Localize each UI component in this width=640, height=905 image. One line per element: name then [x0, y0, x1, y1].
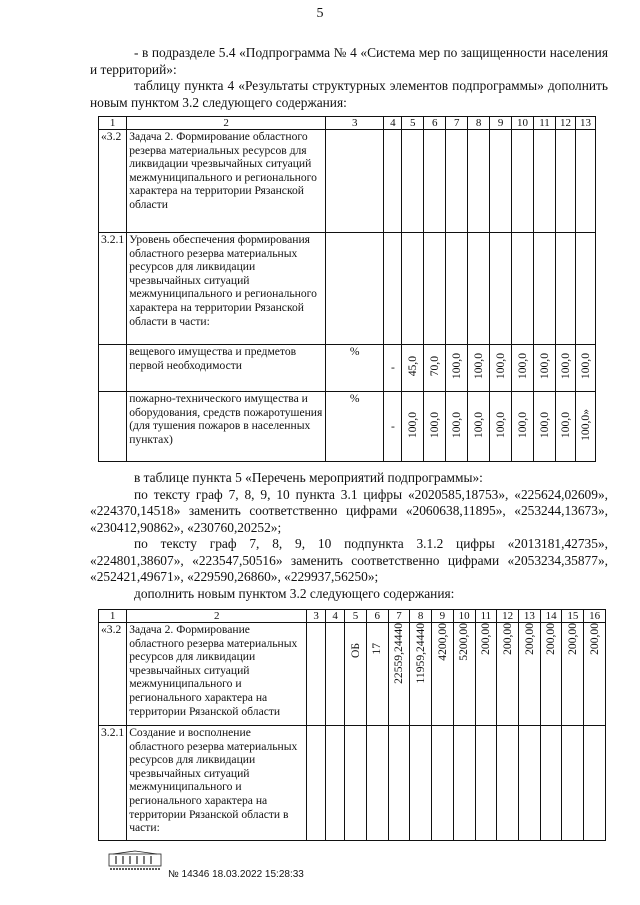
t1-row-a-num: «3.2: [99, 130, 127, 233]
t2-h2: 2: [127, 610, 307, 623]
t1-h6: 6: [424, 117, 446, 130]
t1-h10: 10: [512, 117, 534, 130]
t1-d-v8: 100,0: [558, 411, 572, 438]
t1-d-v2: 100,0: [427, 411, 441, 438]
t1-d-v9: 100,0»: [578, 408, 592, 441]
t2-v13: 200,00: [522, 623, 536, 655]
t2-v9: 4200,00: [435, 623, 449, 661]
table1-row-3-2-1: [99, 233, 596, 345]
t2-h10: 10: [453, 610, 475, 623]
t1-row-c-unit: %: [326, 345, 384, 392]
t1-h1: 1: [99, 117, 127, 130]
t2-v8: 11959,24440: [413, 623, 427, 684]
t2-v7: 22559,24440: [392, 623, 406, 684]
t1-row-b-text: Уровень обеспечения формирования областного резерва материальных ресурсов для ликвидации чрезвычайных ситуаций межмуниципального и регионального характера на территории Рязанской области в части:: [127, 233, 326, 345]
t1-h9: 9: [490, 117, 512, 130]
t2-row-a-num: «3.2: [99, 623, 127, 726]
t1-d-v5: 100,0: [493, 411, 507, 438]
t1-h4: 4: [384, 117, 402, 130]
t1-c-v2: 70,0: [427, 356, 441, 377]
t1-c-v1: 45,0: [405, 356, 419, 377]
t2-h5: 5: [345, 610, 367, 623]
t2-h3: 3: [307, 610, 326, 623]
t1-h13: 13: [575, 117, 595, 130]
t1-h8: 8: [468, 117, 490, 130]
t1-c-v9: 100,0: [578, 353, 592, 380]
t2-h12: 12: [497, 610, 519, 623]
t1-row-d-dash: -: [384, 392, 402, 462]
results-table: [98, 116, 596, 462]
t1-row-b-num: 3.2.1: [99, 233, 127, 345]
t1-h2: 2: [127, 117, 326, 130]
t1-row-c-dash: -: [384, 345, 402, 392]
document-registration-footer: № 14346 18.03.2022 15:28:33: [168, 869, 304, 880]
t1-c-v7: 100,0: [537, 353, 551, 380]
t1-h3: 3: [326, 117, 384, 130]
t2-v14: 200,00: [544, 623, 558, 655]
t2-row-b-text: Создание и восполнение областного резерва материальных ресурсов для ликвидации чрезвычайных ситуаций межмуниципального и регионального характера на территории Рязанской области в части:: [127, 726, 307, 841]
intro-text-2: таблицу пункта 4 «Результаты структурных элементов подпрограммы» дополнить новым пунктом 3.2 следующего содержания:: [90, 78, 608, 110]
table2-row-3-2: [99, 623, 606, 726]
t2-h16: 16: [584, 610, 606, 623]
table1-header-row: [99, 117, 596, 130]
t1-h5: 5: [402, 117, 424, 130]
t2-h11: 11: [475, 610, 497, 623]
t2-fund-source: ОБ: [348, 643, 362, 659]
t2-v11: 200,00: [479, 623, 493, 655]
t1-row-d-text: пожарно-технического имущества и оборудования, средств пожаротушения (для тушения пожаров в населенных пунктах): [127, 392, 326, 462]
t1-h12: 12: [555, 117, 575, 130]
t2-h6: 6: [366, 610, 388, 623]
t2-h7: 7: [388, 610, 410, 623]
table1-row-3-2: [99, 130, 596, 233]
t1-d-v1: 100,0: [405, 411, 419, 438]
t2-h4: 4: [326, 610, 345, 623]
t1-d-v3: 100,0: [449, 411, 463, 438]
t2-h13: 13: [518, 610, 540, 623]
middle-p2: по тексту граф 7, 8, 9, 10 пункта 3.1 цифры «2020585,18753», «225624,02609», «224370,14518» заменить соответственно цифрами «2060638,11895», «253244,13673», «230412,90862», «230760,20252»;: [90, 486, 608, 535]
middle-p4: дополнить новым пунктом 3.2 следующего содержания:: [134, 585, 455, 601]
t1-d-v4: 100,0: [471, 411, 485, 438]
t2-code: 17: [370, 643, 384, 655]
t2-h1: 1: [99, 610, 127, 623]
table1-row-clothing: [99, 345, 596, 392]
t2-v15: 200,00: [566, 623, 580, 655]
t1-h7: 7: [446, 117, 468, 130]
table2-header-row: [99, 610, 606, 623]
registry-stamp-icon: [108, 850, 162, 872]
t2-v16: 200,00: [587, 623, 601, 655]
t1-row-d-unit: %: [326, 392, 384, 462]
t2-row-b-num: 3.2.1: [99, 726, 127, 841]
table2-row-3-2-1: [99, 726, 606, 841]
t2-h8: 8: [410, 610, 432, 623]
t1-c-v6: 100,0: [515, 353, 529, 380]
t2-h9: 9: [432, 610, 454, 623]
t1-c-v4: 100,0: [471, 353, 485, 380]
t1-d-v6: 100,0: [515, 411, 529, 438]
t1-row-c-text: вещевого имущества и предметов первой необходимости: [127, 345, 326, 392]
activities-table: [98, 609, 606, 841]
t1-c-v8: 100,0: [558, 353, 572, 380]
t2-h15: 15: [562, 610, 584, 623]
t1-row-a-text: Задача 2. Формирование областного резерва материальных ресурсов для ликвидации чрезвычайных ситуаций межмуниципального и регионального характера на территории Рязанской области: [127, 130, 326, 233]
table1-row-fire: [99, 392, 596, 462]
intro-text-1: - в подразделе 5.4 «Подпрограмма № 4 «Система мер по защищенности населения и территорий»:: [90, 45, 608, 77]
middle-text: [90, 470, 608, 602]
intro-line1: [90, 45, 608, 111]
t1-c-v5: 100,0: [493, 353, 507, 380]
page-number: 5: [316, 6, 324, 21]
middle-p1: в таблице пункта 5 «Перечень мероприятий подпрограммы»:: [134, 470, 483, 485]
t1-d-v7: 100,0: [537, 411, 551, 438]
t2-h14: 14: [540, 610, 562, 623]
t2-v12: 200,00: [500, 623, 514, 655]
t2-row-a-text: Задача 2. Формирование областного резерва материальных ресурсов для ликвидации чрезвычайных ситуаций межмуниципального и регионального характера на территории Рязанской области: [127, 623, 307, 726]
t1-h11: 11: [534, 117, 556, 130]
middle-p3: по тексту граф 7, 8, 9, 10 подпункта 3.1.2 цифры «2013181,42735», «224801,38607», «223547,50516» заменить соответственно цифрами «2053234,35877», «252421,49671», «229590,26860», «229937,56250»;: [90, 536, 608, 584]
t1-c-v3: 100,0: [449, 353, 463, 380]
t2-v10: 5200,00: [457, 623, 471, 661]
